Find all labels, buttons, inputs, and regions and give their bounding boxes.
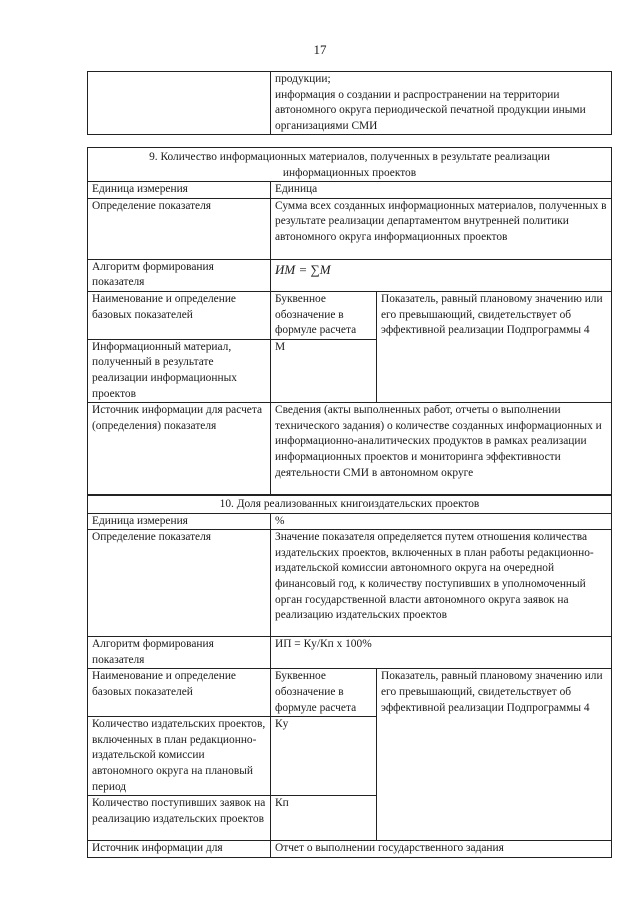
page-number: 17 xyxy=(313,42,327,57)
indicator-9-title: 9. Количество информационных материалов, полученных в результате реализации информационных проектов xyxy=(88,148,612,182)
unit-label: Единица измерения xyxy=(88,182,271,199)
algorithm-label: Алгоритм формирования показателя xyxy=(88,637,271,669)
formula-left: ИМ = xyxy=(275,261,311,277)
algorithm-label: Алгоритм формирования показателя xyxy=(88,259,271,291)
indicator-9-table xyxy=(87,147,612,496)
definition-label: Определение показателя xyxy=(88,530,271,637)
definition-label: Определение показателя xyxy=(88,198,271,259)
base-indicators-label: Наименование и определение базовых показателей xyxy=(88,669,271,717)
unit-label: Единица измерения xyxy=(88,513,271,530)
unit-value: Единица xyxy=(271,182,612,199)
continued-table xyxy=(87,71,612,135)
formula-cell xyxy=(271,259,612,291)
letter-designation-label: Буквенное обозначение в формуле расчета xyxy=(271,669,377,717)
evaluation-text: Показатель, равный плановому значению или его превышающий, свидетельствует об эффективной реализации Подпрограммы 4 xyxy=(377,291,612,402)
evaluation-text: Показатель, равный плановому значению или его превышающий, свидетельствует об эффективной реализации Подпрограммы 4 xyxy=(377,669,612,841)
indicator-10-title: 10. Доля реализованных книгоиздательских проектов xyxy=(88,495,612,514)
empty-cell xyxy=(88,72,271,135)
indicator-10-table xyxy=(87,494,612,858)
unit-value: % xyxy=(271,513,612,530)
requests-symbol: Кп xyxy=(271,796,377,841)
source-label: Источник информации для расчета (определения) показателя xyxy=(88,403,271,496)
letter-designation-label: Буквенное обозначение в формуле расчета xyxy=(271,291,377,339)
definition-value: Сумма всех созданных информационных материалов, полученных в результате реализации департаментом внутренней политики автономного округа информационных проектов xyxy=(271,198,612,259)
requests-label: Количество поступивших заявок на реализацию издательских проектов xyxy=(88,796,271,841)
source-value: Отчет о выполнении государственного задания xyxy=(271,841,612,858)
source-label: Источник информации для xyxy=(88,841,271,858)
formula-cell: ИП = Кy/Кп x 100% xyxy=(271,637,612,669)
definition-value: Значение показателя определяется путем отношения количества издательских проектов, включенных в план работы редакционно-издательской комиссии автономного округа на очередной финансовый год, к количеству поступивших в уполномоченный орган государственной власти автономного округа заявок на реализацию издательских проектов xyxy=(271,530,612,637)
sum-symbol: ∑ xyxy=(310,261,320,277)
projects-symbol: Кy xyxy=(271,717,377,796)
material-symbol: М xyxy=(271,339,377,402)
continued-line-2: информация о создании и распространении на территории автономного округа периодической печатной продукции иными организациями СМИ xyxy=(275,88,586,132)
source-value: Сведения (акты выполненных работ, отчеты о выполнении технического задания) о количестве созданных информационных и информационно-аналитических продуктов в рамках реализации информационных проектов и мониторинга эффективности деятельности СМИ в автономном округе xyxy=(271,403,612,496)
material-label: Информационный материал, полученный в результате реализации информационных проектов xyxy=(88,339,271,402)
continued-text-cell xyxy=(271,72,612,135)
continued-line-1: продукции; xyxy=(275,73,331,85)
base-indicators-label: Наименование и определение базовых показателей xyxy=(88,291,271,339)
projects-label: Количество издательских проектов, включенных в план редакционно-издательской комиссии автономного округа на плановый период xyxy=(88,717,271,796)
formula-right: M xyxy=(319,261,331,277)
